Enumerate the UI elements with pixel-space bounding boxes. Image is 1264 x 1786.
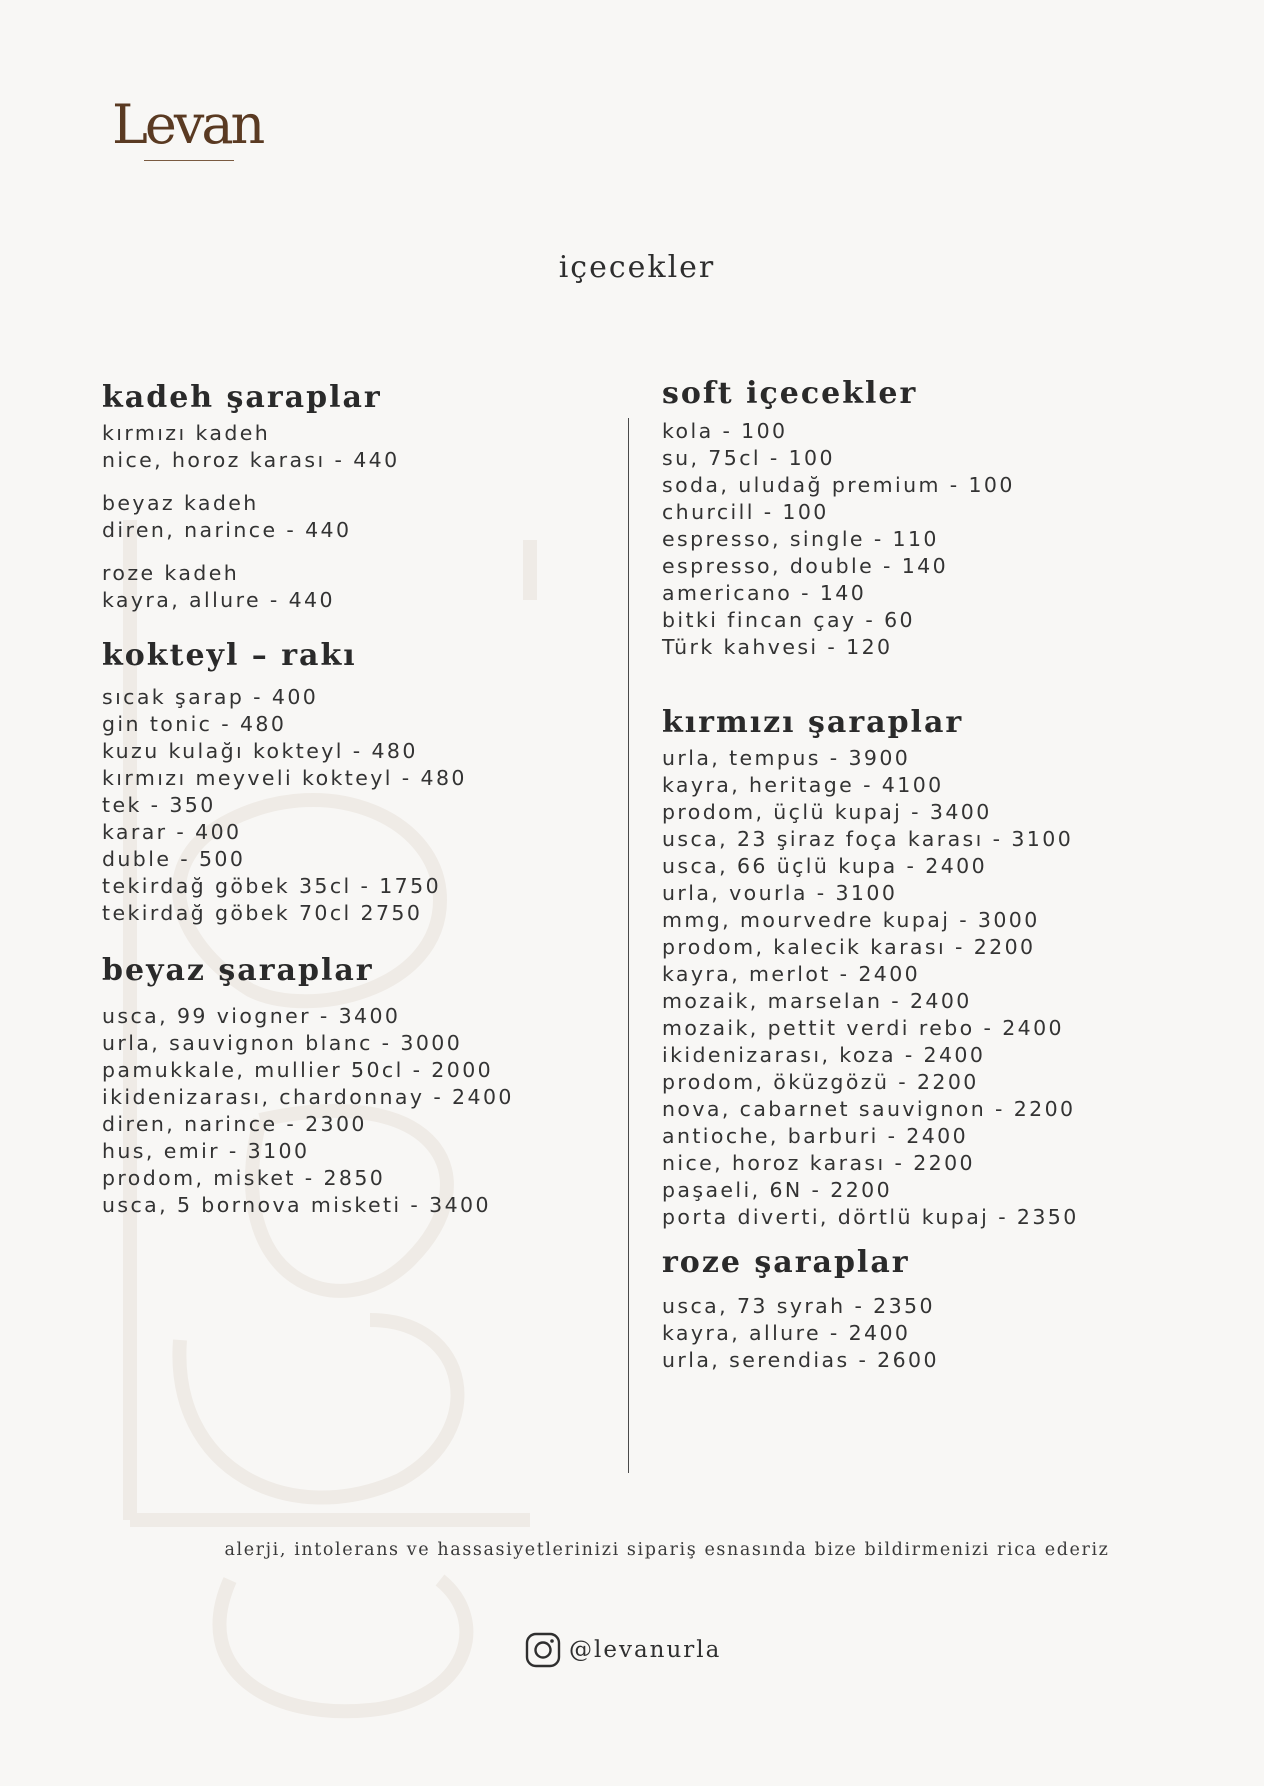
kadeh-label: roze kadeh — [102, 561, 240, 585]
menu-item: urla, tempus - 3900 — [662, 746, 911, 770]
menu-item: churcill - 100 — [662, 500, 829, 524]
menu-item: urla, vourla - 3100 — [662, 881, 898, 905]
section-kokteyl — [102, 638, 622, 927]
menu-item: prodom, üçlü kupaj - 3400 — [662, 800, 992, 824]
kadeh-label: kırmızı kadeh — [102, 421, 271, 445]
menu-item: mozaik, pettit verdi rebo - 2400 — [662, 1016, 1064, 1040]
menu-item: hus, emir - 3100 — [102, 1139, 310, 1163]
menu-item: tekirdağ göbek 35cl - 1750 — [102, 874, 442, 898]
menu-item: gin tonic - 480 — [102, 712, 287, 736]
column-divider — [628, 418, 629, 1473]
brand-logo — [112, 93, 263, 168]
section-title-kokteyl: kokteyl – rakı — [102, 638, 357, 673]
section-kadeh — [102, 380, 622, 614]
menu-item: espresso, double - 140 — [662, 554, 949, 578]
menu-item: prodom, misket - 2850 — [102, 1166, 386, 1190]
section-kirmizi — [662, 705, 1202, 1231]
menu-item: kayra, merlot - 2400 — [662, 962, 921, 986]
menu-item: americano - 140 — [662, 581, 867, 605]
kadeh-label: beyaz kadeh — [102, 491, 259, 515]
menu-item: porta diverti, dörtlü kupaj - 2350 — [662, 1205, 1079, 1229]
section-beyaz — [102, 953, 622, 1219]
menu-item: ikidenizarası, chardonnay - 2400 — [102, 1085, 514, 1109]
instagram-icon — [525, 1632, 561, 1668]
section-soft — [662, 376, 1202, 661]
section-roze — [662, 1245, 1202, 1374]
menu-item: kırmızı meyveli kokteyl - 480 — [102, 766, 467, 790]
allergy-note: alerji, intolerans ve hassasiyetlerinizi sipariş esnasında bize bildirmenizi rica ederiz — [224, 1540, 1110, 1560]
menu-item: urla, serendias - 2600 — [662, 1348, 939, 1372]
menu-item: karar - 400 — [102, 820, 242, 844]
menu-item: antioche, barburi - 2400 — [662, 1124, 969, 1148]
brand-logo-underline — [144, 160, 234, 161]
kadeh-group-kirmizi — [102, 420, 622, 474]
menu-item: mmg, mourvedre kupaj - 3000 — [662, 908, 1040, 932]
menu-item: usca, 23 şiraz foça karası - 3100 — [662, 827, 1074, 851]
page-title: içecekler — [558, 250, 716, 285]
section-title-soft: soft içecekler — [662, 376, 918, 411]
menu-item: usca, 73 syrah - 2350 — [662, 1294, 935, 1318]
kadeh-item: nice, horoz karası - 440 — [102, 448, 400, 472]
menu-item: sıcak şarap - 400 — [102, 685, 319, 709]
menu-item: duble - 500 — [102, 847, 246, 871]
menu-item: mozaik, marselan - 2400 — [662, 989, 972, 1013]
menu-item: kayra, heritage - 4100 — [662, 773, 944, 797]
menu-item: soda, uludağ premium - 100 — [662, 473, 1015, 497]
menu-item: usca, 66 üçlü kupa - 2400 — [662, 854, 988, 878]
section-title-roze: roze şaraplar — [662, 1245, 910, 1280]
kadeh-item: kayra, allure - 440 — [102, 588, 335, 612]
section-title-kadeh: kadeh şaraplar — [102, 380, 382, 415]
menu-item: kayra, allure - 2400 — [662, 1321, 911, 1345]
menu-item: Türk kahvesi - 120 — [662, 635, 893, 659]
menu-item: usca, 5 bornova misketi - 3400 — [102, 1193, 491, 1217]
menu-item: pamukkale, mullier 50cl - 2000 — [102, 1058, 494, 1082]
menu-item: nice, horoz karası - 2200 — [662, 1151, 975, 1175]
menu-item: nova, cabarnet sauvignon - 2200 — [662, 1097, 1076, 1121]
brand-logo-text: Levan — [112, 93, 263, 156]
menu-item: kuzu kulağı kokteyl - 480 — [102, 739, 418, 763]
menu-item: prodom, öküzgözü - 2200 — [662, 1070, 979, 1094]
menu-item: bitki fincan çay - 60 — [662, 608, 915, 632]
kadeh-item: diren, narince - 440 — [102, 518, 352, 542]
menu-item: kola - 100 — [662, 419, 788, 443]
section-title-beyaz: beyaz şaraplar — [102, 953, 374, 988]
left-column — [102, 380, 622, 1219]
menu-item: diren, narince - 2300 — [102, 1112, 367, 1136]
right-column — [662, 376, 1202, 1374]
menu-item: tekirdağ göbek 70cl 2750 — [102, 901, 423, 925]
menu-item: su, 75cl - 100 — [662, 446, 835, 470]
menu-item: ikidenizarası, koza - 2400 — [662, 1043, 986, 1067]
menu-item: urla, sauvignon blanc - 3000 — [102, 1031, 463, 1055]
menu-item: paşaeli, 6N - 2200 — [662, 1178, 893, 1202]
kadeh-group-beyaz — [102, 490, 622, 544]
menu-item: espresso, single - 110 — [662, 527, 939, 551]
menu-item: tek - 350 — [102, 793, 216, 817]
menu-item: usca, 99 viogner - 3400 — [102, 1004, 401, 1028]
section-title-kirmizi: kırmızı şaraplar — [662, 705, 964, 740]
instagram-handle[interactable]: @levanurla — [569, 1637, 722, 1663]
kadeh-group-roze — [102, 560, 622, 614]
menu-item: prodom, kalecik karası - 2200 — [662, 935, 1036, 959]
social-link[interactable] — [525, 1632, 721, 1668]
